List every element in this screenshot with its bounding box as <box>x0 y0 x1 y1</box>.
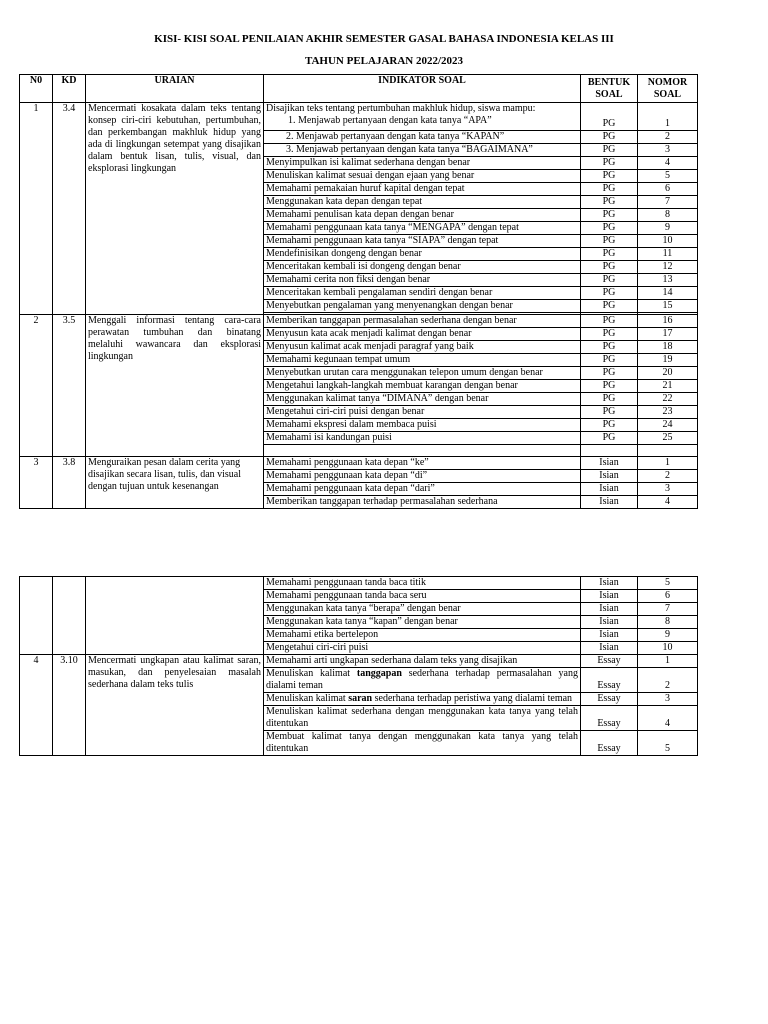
bentuk-soal: PG <box>581 380 638 393</box>
header-nomor: NOMOR SOAL <box>638 75 698 103</box>
indicator-text: Memahami penggunaan kata tanya “MENGAPA” dengan tepat <box>264 222 581 235</box>
indicator-text: 2. Menjawab pertanyaan dengan kata tanya “KAPAN” <box>264 131 581 144</box>
nomor-soal: 25 <box>638 432 698 445</box>
header-row <box>20 75 698 103</box>
nomor-soal: 3 <box>638 144 698 157</box>
indicator-text: Menyimpulkan isi kalimat sederhana dengan benar <box>264 157 581 170</box>
nomor-soal: 5 <box>638 577 698 590</box>
nomor-soal: 18 <box>638 341 698 354</box>
nomor-soal: 2 <box>638 470 698 483</box>
bentuk-soal: Essay <box>581 731 638 756</box>
indicator-text: Mengetahui langkah-langkah membuat karangan dengan benar <box>264 380 581 393</box>
header-bentuk: BENTUK SOAL <box>581 75 638 103</box>
bentuk-soal: PG <box>581 367 638 380</box>
kisi-kisi-table-page1 <box>19 74 698 509</box>
row-uraian: Menguraikan pesan dalam cerita yang disajikan secara lisan, tulis, dan visual dengan tujuan untuk kesenangan <box>86 457 264 509</box>
bentuk-soal: PG <box>581 235 638 248</box>
table-row <box>20 655 698 668</box>
nomor-soal: 19 <box>638 354 698 367</box>
indicator-text: Menyusun kalimat acak menjadi paragraf yang baik <box>264 341 581 354</box>
row-kd: 3.5 <box>53 315 86 457</box>
bentuk-soal: PG <box>581 274 638 287</box>
row-no-continued <box>20 577 53 655</box>
indicator-text <box>264 693 581 706</box>
table-row <box>20 457 698 470</box>
bentuk-soal: Essay <box>581 655 638 668</box>
header-uraian: URAIAN <box>86 75 264 103</box>
bentuk-soal: PG <box>581 131 638 144</box>
nomor-soal: 5 <box>638 731 698 756</box>
bentuk-soal: PG <box>581 287 638 300</box>
nomor-soal: 13 <box>638 274 698 287</box>
row-uraian: Mencermati ungkapan atau kalimat saran, masukan, dan penyelesaian masalah sederhana dalam teks tulis <box>86 655 264 756</box>
table-row <box>20 103 698 131</box>
indicator-text: 1. Menjawab pertanyaan dengan kata tanya “APA” <box>288 115 492 126</box>
indicator-text: Memahami arti ungkapan sederhana dalam teks yang disajikan <box>264 655 581 668</box>
indicator-text: Memahami penggunaan tanda baca seru <box>264 590 581 603</box>
bentuk-soal: Isian <box>581 629 638 642</box>
indicator-text: Membuat kalimat tanya dengan menggunakan kata tanya yang telah ditentukan <box>264 731 581 756</box>
nomor-soal: 7 <box>638 196 698 209</box>
nomor-soal: 17 <box>638 328 698 341</box>
nomor-soal: 6 <box>638 183 698 196</box>
row-no: 1 <box>20 103 53 315</box>
row-kd-continued <box>53 577 86 655</box>
bentuk-soal: Isian <box>581 603 638 616</box>
bentuk-soal: PG <box>581 419 638 432</box>
nomor-soal: 5 <box>638 170 698 183</box>
nomor-soal: 3 <box>638 693 698 706</box>
indicator-text: Memahami etika bertelepon <box>264 629 581 642</box>
row-uraian-continued <box>86 577 264 655</box>
indicator-text: Menggunakan kata tanya “berapa” dengan benar <box>264 603 581 616</box>
nomor-soal: 4 <box>638 706 698 731</box>
indicator-text: Memahami penggunaan kata depan “dari” <box>264 483 581 496</box>
nomor-soal: 2 <box>638 668 698 693</box>
indicator-text: Menyebutkan pengalaman yang menyenangkan dengan benar <box>264 300 581 313</box>
bentuk-soal: Isian <box>581 642 638 655</box>
indicator-text: Memahami pemakaian huruf kapital dengan tepat <box>264 183 581 196</box>
table-row <box>20 315 698 328</box>
bentuk-soal: PG <box>581 248 638 261</box>
indicator-text: Memahami ekspresi dalam membaca puisi <box>264 419 581 432</box>
bentuk-soal: PG <box>581 328 638 341</box>
indicator-text-part: Menuliskan kalimat <box>266 693 349 704</box>
indicator-cell <box>264 103 581 131</box>
bentuk-soal: PG <box>581 354 638 367</box>
nomor-soal: 12 <box>638 261 698 274</box>
row-no: 2 <box>20 315 53 457</box>
indicator-text: Menggunakan kata tanya “kapan” dengan benar <box>264 616 581 629</box>
document-subtitle: TAHUN PELAJARAN 2022/2023 <box>304 55 464 67</box>
indicator-text: Menggunakan kata depan dengan tepat <box>264 196 581 209</box>
indicator-text: Menceritakan kembali pengalaman sendiri dengan benar <box>264 287 581 300</box>
bentuk-soal: Isian <box>581 470 638 483</box>
row-uraian: Menggali informasi tentang cara-cara perawatan tumbuhan dan binatang melaluhi wawancara dan eksplorasi lingkungan <box>86 315 264 457</box>
bentuk-soal: PG <box>581 432 638 445</box>
document-title: KISI- KISI SOAL PENILAIAN AKHIR SEMESTER GASAL BAHASA INDONESIA KELAS III <box>154 33 614 45</box>
nomor-soal: 23 <box>638 406 698 419</box>
nomor-soal: 8 <box>638 209 698 222</box>
indicator-text: Mengetahui ciri-ciri puisi dengan benar <box>264 406 581 419</box>
nomor-soal: 8 <box>638 616 698 629</box>
bentuk-soal: PG <box>581 261 638 274</box>
indicator-text: Memberikan tanggapan permasalahan sederhana dengan benar <box>264 315 581 328</box>
bentuk-soal: Essay <box>581 693 638 706</box>
bentuk-soal: Isian <box>581 590 638 603</box>
nomor-soal: 4 <box>638 496 698 509</box>
table-row <box>20 577 698 590</box>
indicator-text-part: Menuliskan kalimat <box>266 668 357 679</box>
indicator-text: Memahami cerita non fiksi dengan benar <box>264 274 581 287</box>
nomor-soal: 2 <box>638 131 698 144</box>
bentuk-soal: PG <box>581 222 638 235</box>
indicator-text: Memahami penulisan kata depan dengan benar <box>264 209 581 222</box>
indicator-text: Menyusun kata acak menjadi kalimat dengan benar <box>264 328 581 341</box>
nomor-soal: 10 <box>638 235 698 248</box>
bentuk-soal: PG <box>581 157 638 170</box>
indicator-text: Memahami penggunaan kata depan “di” <box>264 470 581 483</box>
nomor-soal: 11 <box>638 248 698 261</box>
bentuk-soal: Isian <box>581 577 638 590</box>
bentuk-soal: Essay <box>581 668 638 693</box>
bentuk-soal: PG <box>581 393 638 406</box>
row-no: 3 <box>20 457 53 509</box>
indicator-text: Mengetahui ciri-ciri puisi <box>264 642 581 655</box>
nomor-soal: 14 <box>638 287 698 300</box>
nomor-soal: 20 <box>638 367 698 380</box>
header-kd: KD <box>53 75 86 103</box>
row-kd: 3.10 <box>53 655 86 756</box>
bentuk-soal: PG <box>581 209 638 222</box>
bentuk-soal: PG <box>581 315 638 328</box>
bentuk-soal: PG <box>581 170 638 183</box>
nomor-soal: 4 <box>638 157 698 170</box>
nomor-soal: 10 <box>638 642 698 655</box>
indicator-text: 3. Menjawab pertanyaan dengan kata tanya “BAGAIMANA” <box>264 144 581 157</box>
bentuk-soal: Isian <box>581 483 638 496</box>
indicator-intro: Disajikan teks tentang pertumbuhan makhluk hidup, siswa mampu: <box>266 103 536 114</box>
row-uraian: Mencermati kosakata dalam teks tentang konsep ciri-ciri kebutuhan, pertumbuhan, dan perkembangan makhluk hidup yang ada di lingkungan setempat yang disajikan dalam bentuk lisan, tulis, visual, dan eksplorasi lingkungan <box>86 103 264 315</box>
bentuk-soal: PG <box>581 406 638 419</box>
nomor-soal: 1 <box>638 655 698 668</box>
bentuk-soal: Isian <box>581 457 638 470</box>
indicator-text: Memahami penggunaan tanda baca titik <box>264 577 581 590</box>
indicator-text: Memberikan tanggapan terhadap permasalahan sederhana <box>264 496 581 509</box>
bentuk-soal: PG <box>581 144 638 157</box>
nomor-soal: 9 <box>638 629 698 642</box>
nomor-soal: 15 <box>638 300 698 313</box>
nomor-soal: 1 <box>638 103 698 131</box>
header-indikator: INDIKATOR SOAL <box>264 75 581 103</box>
indicator-text: Memahami isi kandungan puisi <box>264 432 581 445</box>
indicator-text: Menggunakan kalimat tanya “DIMANA” dengan benar <box>264 393 581 406</box>
nomor-soal: 16 <box>638 315 698 328</box>
kisi-kisi-table-page2 <box>19 576 698 756</box>
indicator-text: Menuliskan kalimat sesuai dengan ejaan yang benar <box>264 170 581 183</box>
nomor-soal: 9 <box>638 222 698 235</box>
bentuk-soal: Essay <box>581 706 638 731</box>
row-kd: 3.4 <box>53 103 86 315</box>
bentuk-soal: PG <box>581 300 638 313</box>
bentuk-soal: PG <box>581 103 638 131</box>
nomor-soal: 1 <box>638 457 698 470</box>
nomor-soal: 7 <box>638 603 698 616</box>
bentuk-soal: PG <box>581 341 638 354</box>
indicator-text-part: sederhana terhadap peristiwa yang dialami teman <box>372 693 573 704</box>
nomor-soal: 22 <box>638 393 698 406</box>
nomor-soal: 6 <box>638 590 698 603</box>
indicator-text: Menceritakan kembali isi dongeng dengan benar <box>264 261 581 274</box>
indicator-text: Menyebutkan urutan cara menggunakan telepon umum dengan benar <box>264 367 581 380</box>
header-no: N0 <box>20 75 53 103</box>
row-kd: 3.8 <box>53 457 86 509</box>
bentuk-soal: PG <box>581 196 638 209</box>
nomor-soal: 24 <box>638 419 698 432</box>
indicator-text <box>264 668 581 693</box>
row-no: 4 <box>20 655 53 756</box>
indicator-text-part: sederhana terhadap permasalahan yang dialami teman <box>266 668 578 691</box>
indicator-keyword: saran <box>348 693 373 704</box>
nomor-soal: 21 <box>638 380 698 393</box>
indicator-keyword: tanggapan <box>356 668 402 679</box>
indicator-text: Menuliskan kalimat sederhana dengan menggunakan kata tanya yang telah ditentukan <box>264 706 581 731</box>
indicator-text: Memahami kegunaan tempat umum <box>264 354 581 367</box>
bentuk-soal: PG <box>581 183 638 196</box>
bentuk-soal: Isian <box>581 616 638 629</box>
indicator-text: Mendefinisikan dongeng dengan benar <box>264 248 581 261</box>
indicator-text: Memahami penggunaan kata tanya “SIAPA” dengan tepat <box>264 235 581 248</box>
indicator-text: Memahami penggunaan kata depan “ke” <box>264 457 581 470</box>
bentuk-soal: Isian <box>581 496 638 509</box>
nomor-soal: 3 <box>638 483 698 496</box>
